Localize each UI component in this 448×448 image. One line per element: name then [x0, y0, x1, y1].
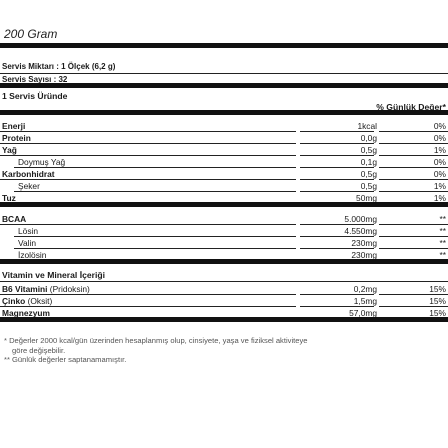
nutrient-row: [0, 181, 448, 192]
vitamin-row: [0, 296, 448, 307]
bcaa-row: [0, 226, 448, 237]
nutrient-daily-value: 0%: [433, 157, 446, 167]
nutrient-name: Tuz: [2, 193, 16, 203]
nutrient-daily-value: **: [439, 226, 446, 236]
nutrient-daily-value: **: [439, 250, 446, 260]
nutrient-daily-value: **: [439, 214, 446, 224]
thick-divider: [0, 110, 448, 115]
nutrition-panel: [0, 43, 448, 394]
nutrient-name: BCAA: [2, 214, 27, 224]
nutrient-amount: 0,5g: [360, 169, 377, 179]
nutrient-name: Valin: [18, 238, 37, 248]
nutrient-amount: 50mg: [356, 193, 377, 203]
nutrient-row: [0, 145, 448, 156]
nutrient-daily-value: 1%: [433, 181, 446, 191]
nutrient-row: [0, 121, 448, 132]
thick-divider: [0, 317, 448, 322]
vitamin-row: [0, 284, 448, 295]
nutrient-daily-value: 15%: [429, 308, 446, 318]
thick-divider: [0, 83, 448, 88]
thick-divider: [0, 259, 448, 264]
footnote-daily-values: * Değerler 2000 kcal/gün üzerinden hesaplanmış olup, cinsiyete, yaşa ve fiziksel aktiviteye: [4, 336, 308, 345]
nutrient-daily-value: 0%: [433, 121, 446, 131]
nutrient-amount: 0,5g: [360, 181, 377, 191]
vitamin-section-title: Vitamin ve Mineral İçeriği: [2, 270, 106, 280]
nutrient-daily-value: 15%: [429, 284, 446, 294]
bcaa-row: [0, 214, 448, 225]
servings-per-container: Servis Sayısı : 32: [2, 75, 68, 84]
nutrient-amount: 0,1g: [360, 157, 377, 167]
nutrient-amount: 57,0mg: [349, 308, 377, 318]
package-size-title: 200 Gram: [4, 27, 58, 41]
nutrient-amount: 1,5mg: [353, 296, 377, 306]
nutrient-name: Lösin: [18, 226, 39, 236]
nutrient-name: B6 Vitamini (Pridoksin): [2, 284, 90, 294]
nutrient-row: [0, 157, 448, 168]
divider: [0, 281, 448, 282]
nutrient-daily-value: 1%: [433, 193, 446, 203]
footnote-daily-values-cont: göre değişebilir.: [12, 346, 66, 355]
footnote-not-established: ** Günlük değerler saptanamamıştır.: [4, 355, 127, 364]
per-serving-header: 1 Servis Üründe: [2, 91, 68, 101]
thick-divider: [0, 202, 448, 207]
nutrient-daily-value: **: [439, 238, 446, 248]
nutrient-amount: 4.550mg: [344, 226, 377, 236]
nutrient-amount: 0,2mg: [353, 284, 377, 294]
nutrient-name: Magnezyum: [2, 308, 50, 318]
nutrient-name: Doymuş Yağ: [18, 157, 66, 167]
nutrient-name: Şeker: [18, 181, 40, 191]
nutrient-amount: 230mg: [351, 250, 377, 260]
nutrient-name: Enerji: [2, 121, 26, 131]
nutrient-row: [0, 133, 448, 144]
nutrient-name: Karbonhidrat: [2, 169, 55, 179]
nutrient-amount: 0,0g: [360, 133, 377, 143]
nutrient-daily-value: 0%: [433, 133, 446, 143]
nutrient-daily-value: 1%: [433, 145, 446, 155]
nutrient-amount: 0,5g: [360, 145, 377, 155]
nutrient-name: Protein: [2, 133, 31, 143]
nutrient-daily-value: 15%: [429, 296, 446, 306]
divider: [0, 73, 448, 74]
nutrient-amount: 230mg: [351, 238, 377, 248]
nutrient-daily-value: 0%: [433, 169, 446, 179]
daily-value-header: % Günlük Değer*: [376, 102, 446, 112]
bcaa-row: [0, 238, 448, 249]
nutrient-amount: 1kcal: [357, 121, 377, 131]
nutrient-name: Yağ: [2, 145, 17, 155]
nutrient-name: Çinko (Oksit): [2, 296, 53, 306]
serving-size: Servis Miktarı : 1 Ölçek (6,2 g): [2, 62, 116, 71]
nutrient-amount: 5.000mg: [344, 214, 377, 224]
nutrient-name: İzolösin: [18, 250, 47, 260]
nutrient-row: [0, 169, 448, 180]
